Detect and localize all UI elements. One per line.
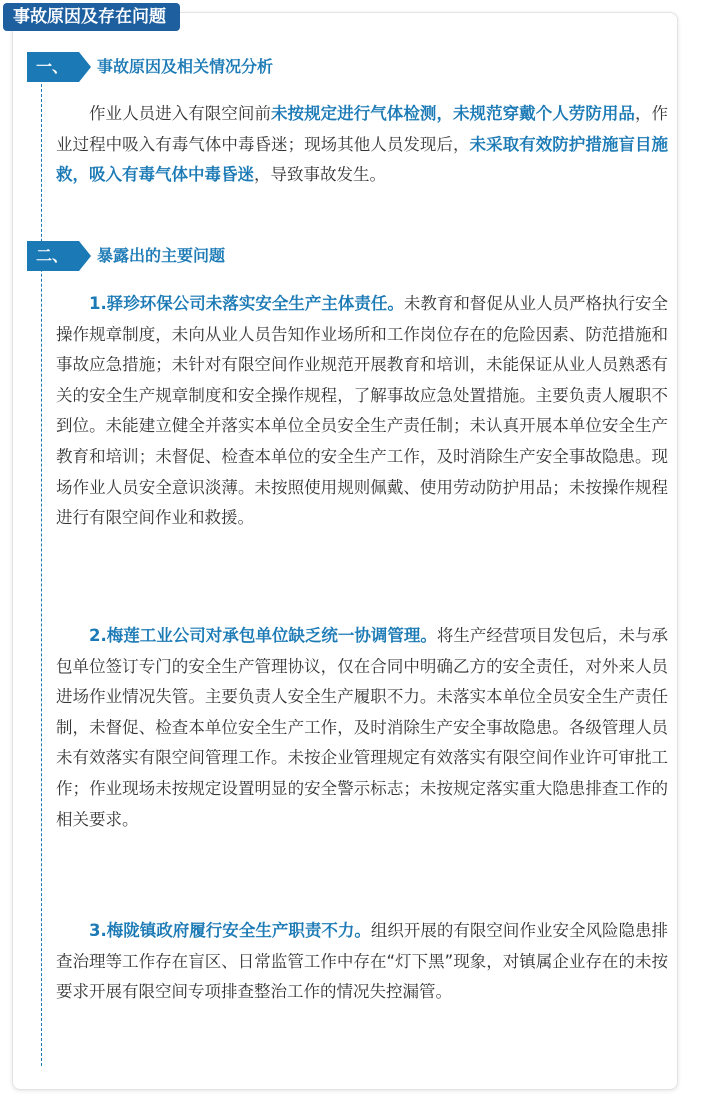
text-run: ，作业过程中吸入有毒气体中毒昏迷；现场其他人员发现后， <box>56 104 669 154</box>
section-tab: 事故原因及存在问题 <box>3 3 180 31</box>
highlight-text: 未采取有效防护措施盲目施救，吸入有毒气体中毒昏迷 <box>56 134 669 185</box>
section-number: 二、 <box>27 241 79 271</box>
issue-body: 组织开展的有限空间作业安全风险隐患排查治理等工作存在盲区、日常监管工作中存在“灯下黑”现象，对镇属企业存在的未按要求开展有限空间专项排查整治工作的情况失控漏管。 <box>56 921 669 1002</box>
issue-paragraph-1 <box>56 289 668 534</box>
issue-heading: 1.驿珍环保公司未落实安全生产主体责任。 <box>89 294 404 313</box>
highlight-text: 未按规定进行气体检测，未规范穿戴个人劳防用品 <box>271 104 635 123</box>
issue-heading: 3.梅陇镇政府履行安全生产职责不力。 <box>89 921 371 940</box>
issue-paragraph-3 <box>56 916 668 1008</box>
text-run: 作业人员进入有限空间前 <box>89 104 271 123</box>
text-run: ，导致事故发生。 <box>254 165 386 185</box>
issue-paragraph-2 <box>56 621 668 835</box>
issue-body: 将生产经营项目发包后，未与承包单位签订专门的安全生产管理协议，仅在合同中明确乙方的安全责任，对外来人员进场作业情况失管。主要负责人安全生产履职不力。未落实本单位全员安全生产责任制，未督促、检查本单位安全生产工作，及时消除生产安全事故隐患。各级管理人员未有效落实有限空间管理工作。未按企业管理规定有效落实有限空间作业许可审批工作；作业现场未按规定设置明显的安全警示标志；未按规定落实重大隐患排查工作的相关要求。 <box>56 626 669 829</box>
issue-heading: 2.梅莲工业公司对承包单位缺乏统一协调管理。 <box>89 626 437 645</box>
arrow-icon <box>79 241 91 271</box>
arrow-icon <box>79 52 91 82</box>
section-title: 暴露出的主要问题 <box>97 246 226 265</box>
cause-paragraph <box>56 99 668 191</box>
section-title: 事故原因及相关情况分析 <box>97 57 274 76</box>
issue-body: 未教育和督促从业人员严格执行安全操作规章制度，未向从业人员告知作业场所和工作岗位存在的危险因素、防范措施和事故应急措施；未针对有限空间作业规范开展教育和培训，未能保证从业人员熟悉有关的安全生产规章制度和安全操作规程，了解事故应急处置措施。主要负责人履职不到位。未能建立健全并落实本单位全员安全生产责任制；未认真开展本单位安全生产教育和培训；未督促、检查本单位的安全生产工作，及时消除生产安全事故隐患。现场作业人员安全意识淡薄。未按照使用规则佩戴、使用劳动防护用品；未按操作规程进行有限空间作业和救援。 <box>56 294 669 528</box>
timeline-dashed-line <box>41 84 42 1066</box>
section-number: 一、 <box>27 52 79 82</box>
